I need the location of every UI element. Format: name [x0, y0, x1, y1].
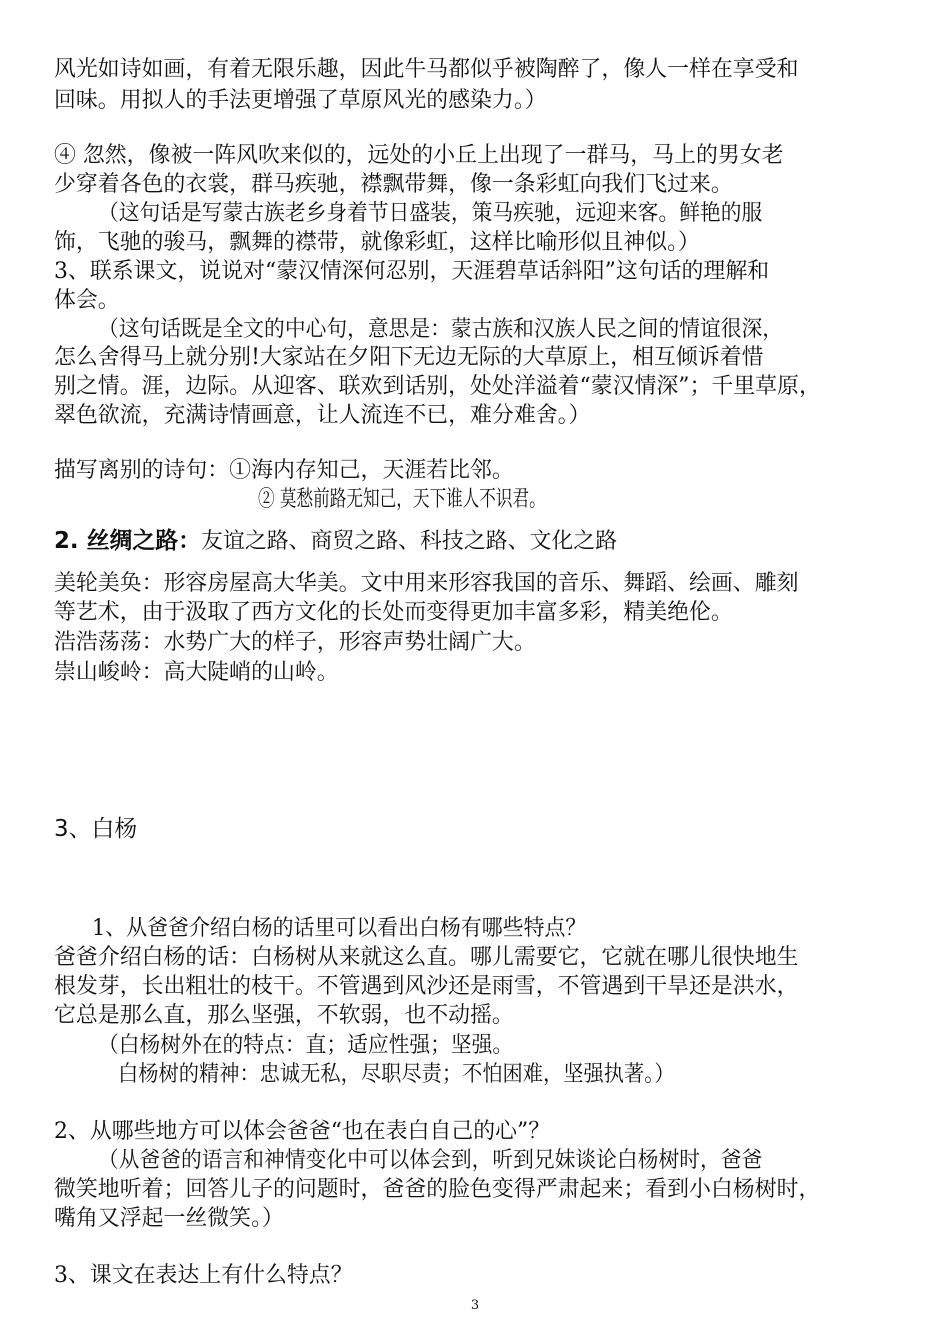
- text-line: 爸爸介绍白杨的话：白杨树从来就这么直。哪儿需要它，它就在哪儿很快地生: [54, 945, 799, 970]
- section-heading-silk-road: [54, 527, 900, 556]
- text-line: 微笑地听着；回答儿子的问题时，爸爸的脸色变得严肃起来；看到小白杨树时，: [54, 1177, 821, 1202]
- section-heading-baiyang: 3、白杨: [54, 816, 138, 842]
- text-line: 崇山峻岭：高大陡峭的山岭。: [54, 660, 339, 685]
- text-line: 根发芽，长出粗壮的枝干。不管遇到风沙还是雨雪，不管遇到干旱还是洪水，: [54, 974, 799, 999]
- text-line: 2、从哪些地方可以体会爸爸“也在表白自己的心”？: [54, 1119, 551, 1144]
- text-line: 怎么舍得马上就分别!大家站在夕阳下无边无际的大草原上，相互倾诉着惜: [54, 345, 764, 370]
- text-line: 1、从爸爸介绍白杨的话里可以看出白杨有哪些特点？: [92, 916, 587, 941]
- text-line: 体会。: [54, 288, 120, 313]
- text-line: 白杨树的精神：忠诚无私，尽职尽责；不怕困难，坚强执著。）: [118, 1062, 675, 1087]
- text-line: 美轮美奂：形容房屋高大华美。文中用来形容我国的音乐、舞蹈、绘画、雕刻: [54, 571, 799, 596]
- text-line: 少穿着各色的衣裳，群马疾驰，襟飘带舞，像一条彩虹向我们飞过来。: [54, 172, 733, 197]
- text-line: 饰，飞驰的骏马，飘舞的襟带，就像彩虹，这样比喻形似且神似。）: [54, 230, 700, 255]
- text-line: 回味。用拟人的手法更增强了草原风光的感染力。）: [54, 88, 547, 113]
- text-line: 别之情。涯，边际。从迎客、联欢到话别，处处洋溢着“蒙汉情深”；千里草原，: [54, 374, 821, 399]
- text-line: 浩浩荡荡：水势广大的样子，形容声势壮阔广大。: [54, 630, 536, 655]
- text-line: ④ 忽然，像被一阵风吹来似的，远处的小丘上出现了一群马，马上的男女老: [54, 143, 784, 168]
- text-line: ② 莫愁前路无知己，天下谁人不识君。: [258, 487, 546, 512]
- text-line: （从爸爸的语言和神情变化中可以体会到，听到兄妹谈论白杨树时，爸爸: [98, 1148, 763, 1173]
- section-heading-text: 友谊之路、商贸之路、科技之路、文化之路: [201, 529, 618, 554]
- text-line: 风光如诗如画，有着无限乐趣，因此牛马都似乎被陶醉了，像人一样在享受和: [54, 57, 799, 82]
- text-line: 3、联系课文，说说对“蒙汉情深何忍别，天涯碧草话斜阳”这句话的理解和: [54, 259, 770, 284]
- text-line: 描写离别的诗句：①海内存知己，天涯若比邻。: [54, 458, 514, 483]
- text-line: 嘴角又浮起一丝微笑。）: [54, 1206, 284, 1231]
- text-line: 翠色欲流，充满诗情画意，让人流连不已，难分难舍。）: [54, 403, 591, 428]
- section-heading-label: 2. 丝绸之路：: [54, 528, 202, 554]
- text-line: 3、课文在表达上有什么特点？: [54, 1263, 353, 1288]
- text-line: 等艺术，由于汲取了西方文化的长处而变得更加丰富多彩，精美绝伦。: [54, 600, 733, 625]
- page-number: 3: [470, 1298, 480, 1313]
- text-line: （白杨树外在的特点：直；适应性强；坚强。: [98, 1033, 514, 1058]
- text-line: （这句话是写蒙古族老乡身着节日盛装，策马疾驰，远迎来客。鲜艳的服: [98, 201, 763, 226]
- text-line: （这句话既是全文的中心句，意思是：蒙古族和汉族人民之间的情谊很深，: [98, 317, 783, 342]
- text-line: 它总是那么直，那么坚强，不软弱，也不动摇。: [54, 1003, 514, 1028]
